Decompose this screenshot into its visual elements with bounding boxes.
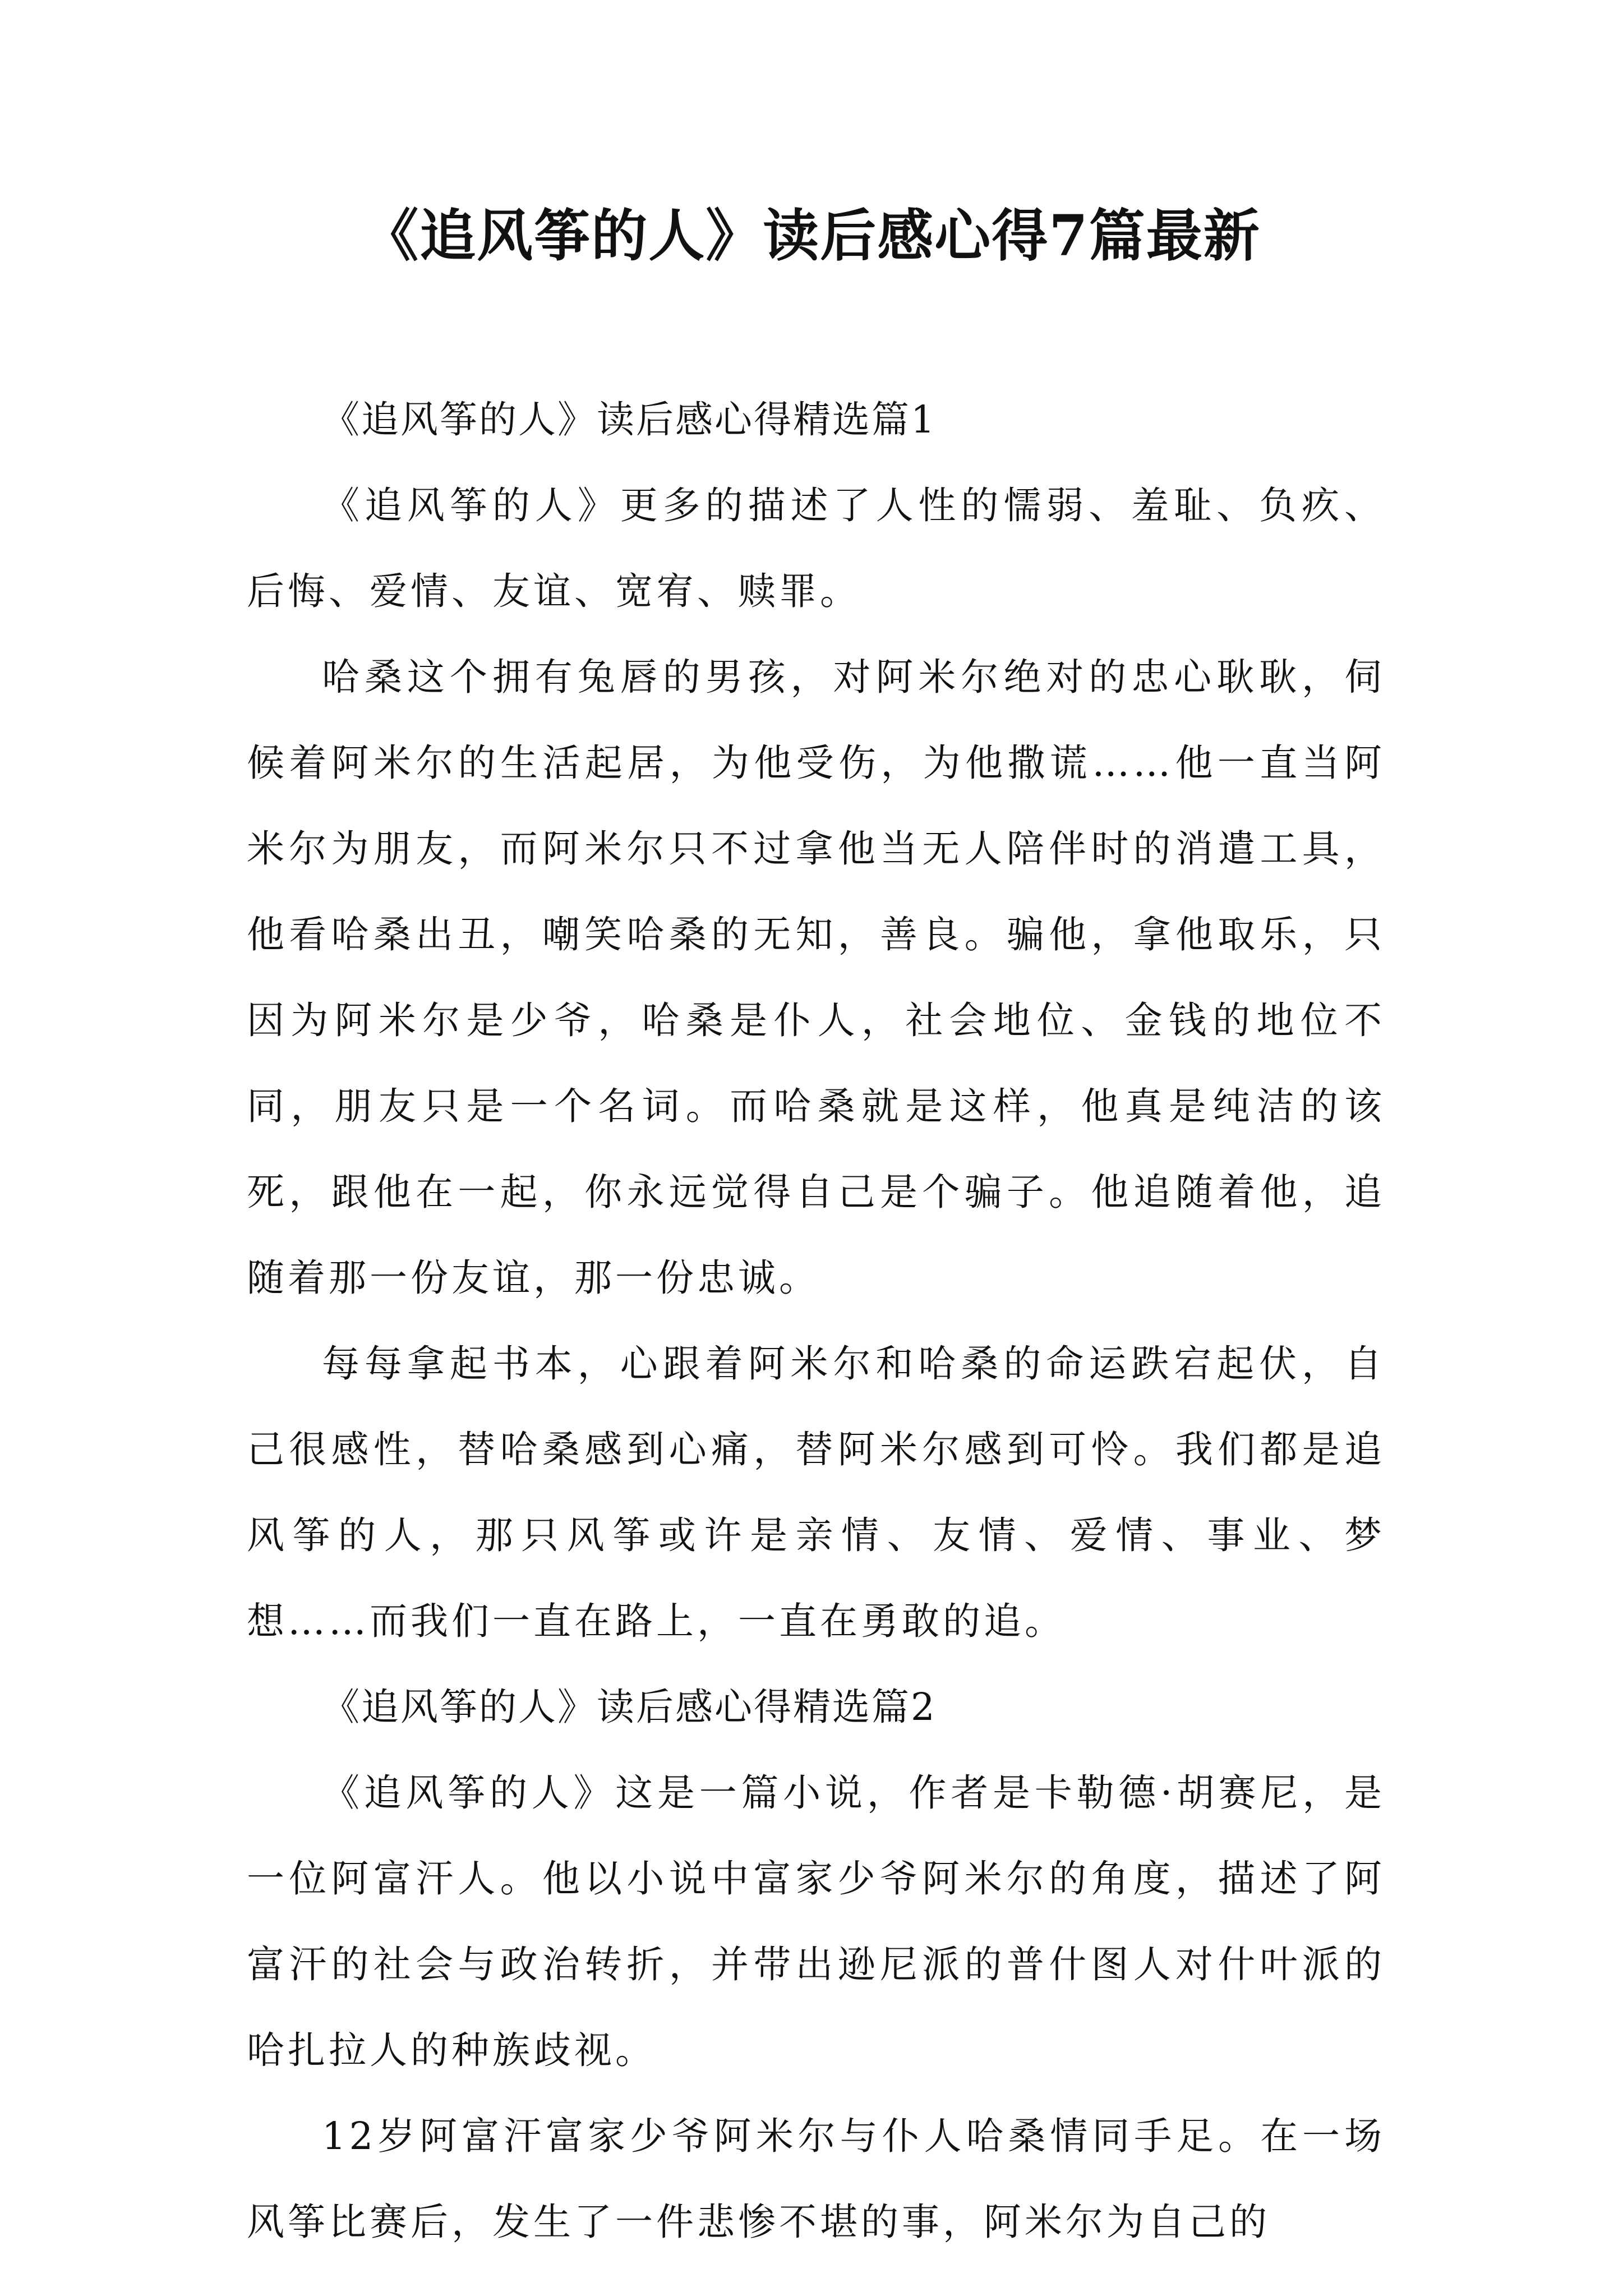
section-heading-1: 《追风筝的人》读后感心得精选篇1 bbox=[322, 398, 937, 441]
paragraph: 哈桑这个拥有兔唇的男孩，对阿米尔绝对的忠心耿耿，伺候着阿米尔的生活起居，为他受伤，为他撒谎……他一直当阿米尔为朋友，而阿米尔只不过拿他当无人陪伴时的消遣工具，他看哈桑出丑，嘲笑哈桑的无知，善良。骗他，拿他取乐，只因为阿米尔是少爷，哈桑是仆人，社会地位、金钱的地位不同，朋友只是一个名词。而哈桑就是这样，他真是纯洁的该死，跟他在一起，你永远觉得自己是个骗子。他追随着他，追随着那一份友谊，那一份忠诚。 bbox=[247, 655, 1385, 1300]
document-title: 《追风筝的人》读后感心得7篇最新 bbox=[362, 203, 1261, 269]
paragraph: 12岁阿富汗富家少爷阿米尔与仆人哈桑情同手足。在一场风筝比赛后，发生了一件悲惨不堪的事，阿米尔为自己的 bbox=[247, 2114, 1385, 2244]
paragraph: 《追风筝的人》这是一篇小说，作者是卡勒德·胡赛尼，是一位阿富汗人。他以小说中富家少爷阿米尔的角度，描述了阿富汗的社会与政治转折，并带出逊尼派的普什图人对什叶派的哈扎拉人的种族歧视。 bbox=[247, 1771, 1385, 2072]
paragraph: 《追风筝的人》更多的描述了人性的懦弱、羞耻、负疚、后悔、爱情、友谊、宽宥、赎罪。 bbox=[247, 484, 1385, 613]
paragraph: 每每拿起书本，心跟着阿米尔和哈桑的命运跌宕起伏，自己很感性，替哈桑感到心痛，替阿米尔感到可怜。我们都是追风筝的人，那只风筝或许是亲情、友情、爱情、事业、梦想……而我们一直在路上，一直在勇敢的追。 bbox=[247, 1342, 1385, 1643]
section-heading-2: 《追风筝的人》读后感心得精选篇2 bbox=[322, 1685, 937, 1729]
document-body bbox=[247, 377, 1385, 2265]
